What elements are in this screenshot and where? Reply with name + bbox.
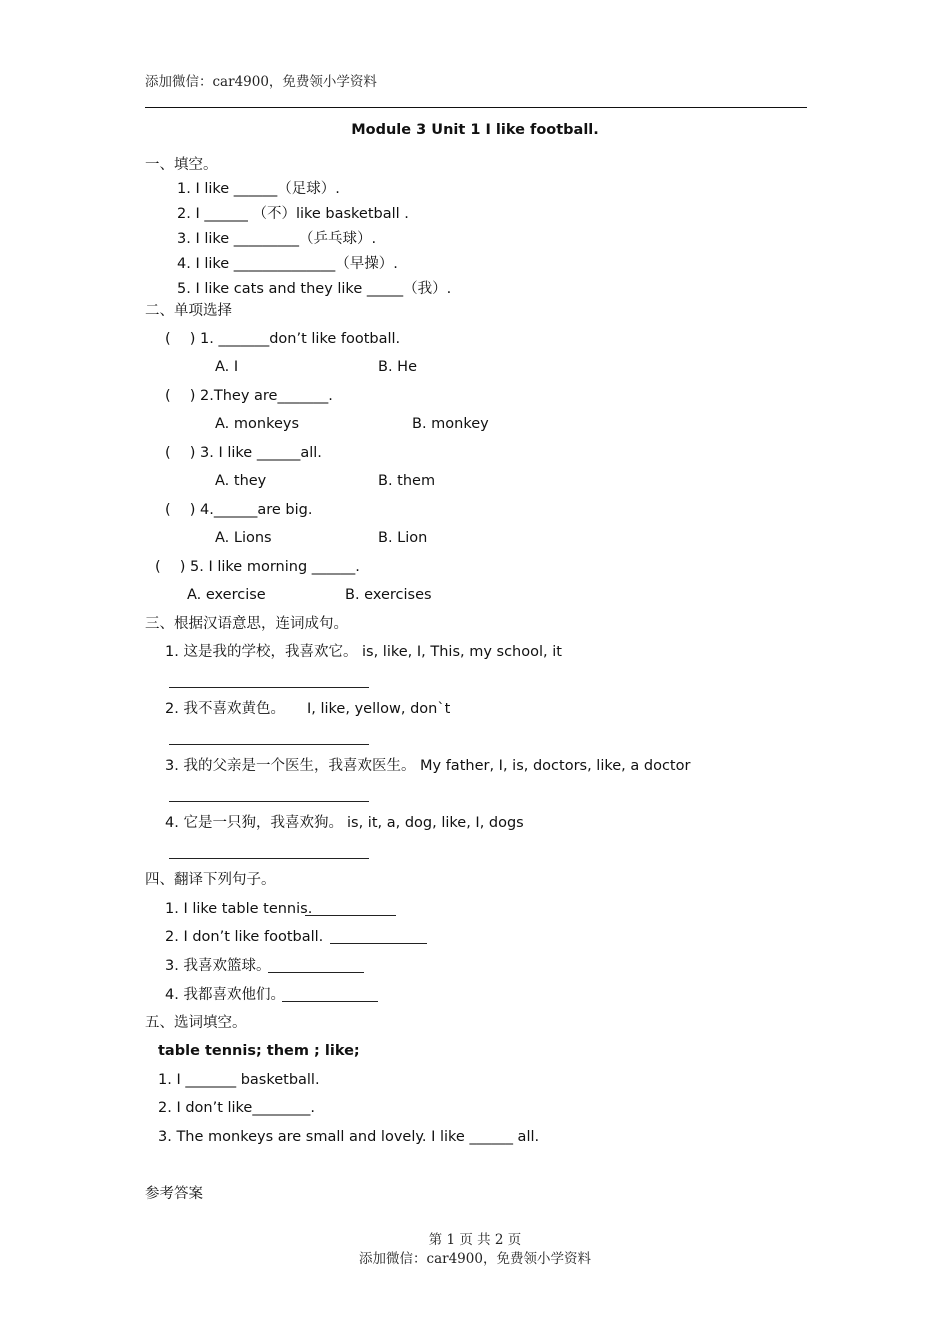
fill-choice-item: 3. The monkeys are small and lovely. I like ______ all. xyxy=(158,1129,540,1145)
section4-heading: 四、翻译下列句子。 xyxy=(145,872,276,888)
section3-heading: 三、根据汉语意思，连词成句。 xyxy=(145,616,348,632)
sentence-words: My father, I, is, doctors, like, a doctor xyxy=(420,758,691,774)
header-rule xyxy=(145,107,807,108)
sentence-prompt-cn: 1. 这是我的学校，我喜欢它。 xyxy=(165,644,358,660)
sentence-words: I, like, yellow, don`t xyxy=(307,701,451,717)
word-bank: table tennis; them ; like; xyxy=(158,1043,360,1059)
fill-item: 1. I like ______（足球）. xyxy=(177,181,340,197)
sentence-prompt-cn: 3. 我的父亲是一个医生，我喜欢医生。 xyxy=(165,758,416,774)
choice-option-b: B. He xyxy=(378,359,417,375)
translate-item: 3. 我喜欢篮球。 xyxy=(165,958,271,974)
choice-option-a: A. they xyxy=(215,473,267,489)
choice-option-b: B. exercises xyxy=(345,587,432,603)
fill-choice-item: 1. I _______ basketball. xyxy=(158,1072,320,1088)
choice-question: ( ) 2.They are_______. xyxy=(165,388,333,404)
translate-item: 1. I like table tennis. xyxy=(165,901,313,917)
choice-option-a: A. monkeys xyxy=(215,416,300,432)
answer-line xyxy=(305,915,396,916)
choice-option-a: A. I xyxy=(215,359,239,375)
choice-option-b: B. monkey xyxy=(412,416,489,432)
choice-option-b: B. them xyxy=(378,473,436,489)
fill-item: 2. I ______ （不）like basketball . xyxy=(177,206,409,222)
choice-option-a: A. Lions xyxy=(215,530,272,546)
page-title: Module 3 Unit 1 I like football. xyxy=(351,122,599,138)
fill-item: 4. I like ______________（早操）. xyxy=(177,256,398,272)
choice-question: ( ) 4.______are big. xyxy=(165,502,313,518)
answer-line xyxy=(169,687,369,688)
sentence-prompt-cn: 2. 我不喜欢黄色。 xyxy=(165,701,285,717)
header-text: 添加微信：car4900，免费领小学资料 xyxy=(145,74,377,90)
fill-item: 3. I like _________（乒乓球）. xyxy=(177,231,377,247)
page-number: 第 1 页 共 2 页 xyxy=(428,1232,522,1248)
answer-line xyxy=(268,972,364,973)
choice-option-a: A. exercise xyxy=(187,587,266,603)
sentence-words: is, it, a, dog, like, I, dogs xyxy=(347,815,524,831)
answer-line xyxy=(282,1001,378,1002)
section5-heading: 五、选词填空。 xyxy=(145,1015,247,1031)
sentence-words: is, like, I, This, my school, it xyxy=(362,644,562,660)
fill-choice-item: 2. I don’t like________. xyxy=(158,1100,315,1116)
answer-line xyxy=(169,858,369,859)
footer-text: 添加微信：car4900，免费领小学资料 xyxy=(359,1251,591,1267)
choice-question: ( ) 3. I like ______all. xyxy=(165,445,322,461)
section1-heading: 一、填空。 xyxy=(145,157,218,173)
choice-question: ( ) 5. I like morning ______. xyxy=(155,559,360,575)
choice-option-b: B. Lion xyxy=(378,530,428,546)
answer-line xyxy=(169,801,369,802)
fill-item: 5. I like cats and they like _____（我）. xyxy=(177,281,452,297)
answer-line xyxy=(330,943,427,944)
sentence-prompt-cn: 4. 它是一只狗，我喜欢狗。 xyxy=(165,815,343,831)
answer-line xyxy=(169,744,369,745)
answers-heading: 参考答案 xyxy=(145,1186,203,1202)
choice-question: ( ) 1. _______don’t like football. xyxy=(165,331,401,347)
section2-heading: 二、单项选择 xyxy=(145,303,232,319)
translate-item: 4. 我都喜欢他们。 xyxy=(165,987,285,1003)
translate-item: 2. I don’t like football. xyxy=(165,929,324,945)
